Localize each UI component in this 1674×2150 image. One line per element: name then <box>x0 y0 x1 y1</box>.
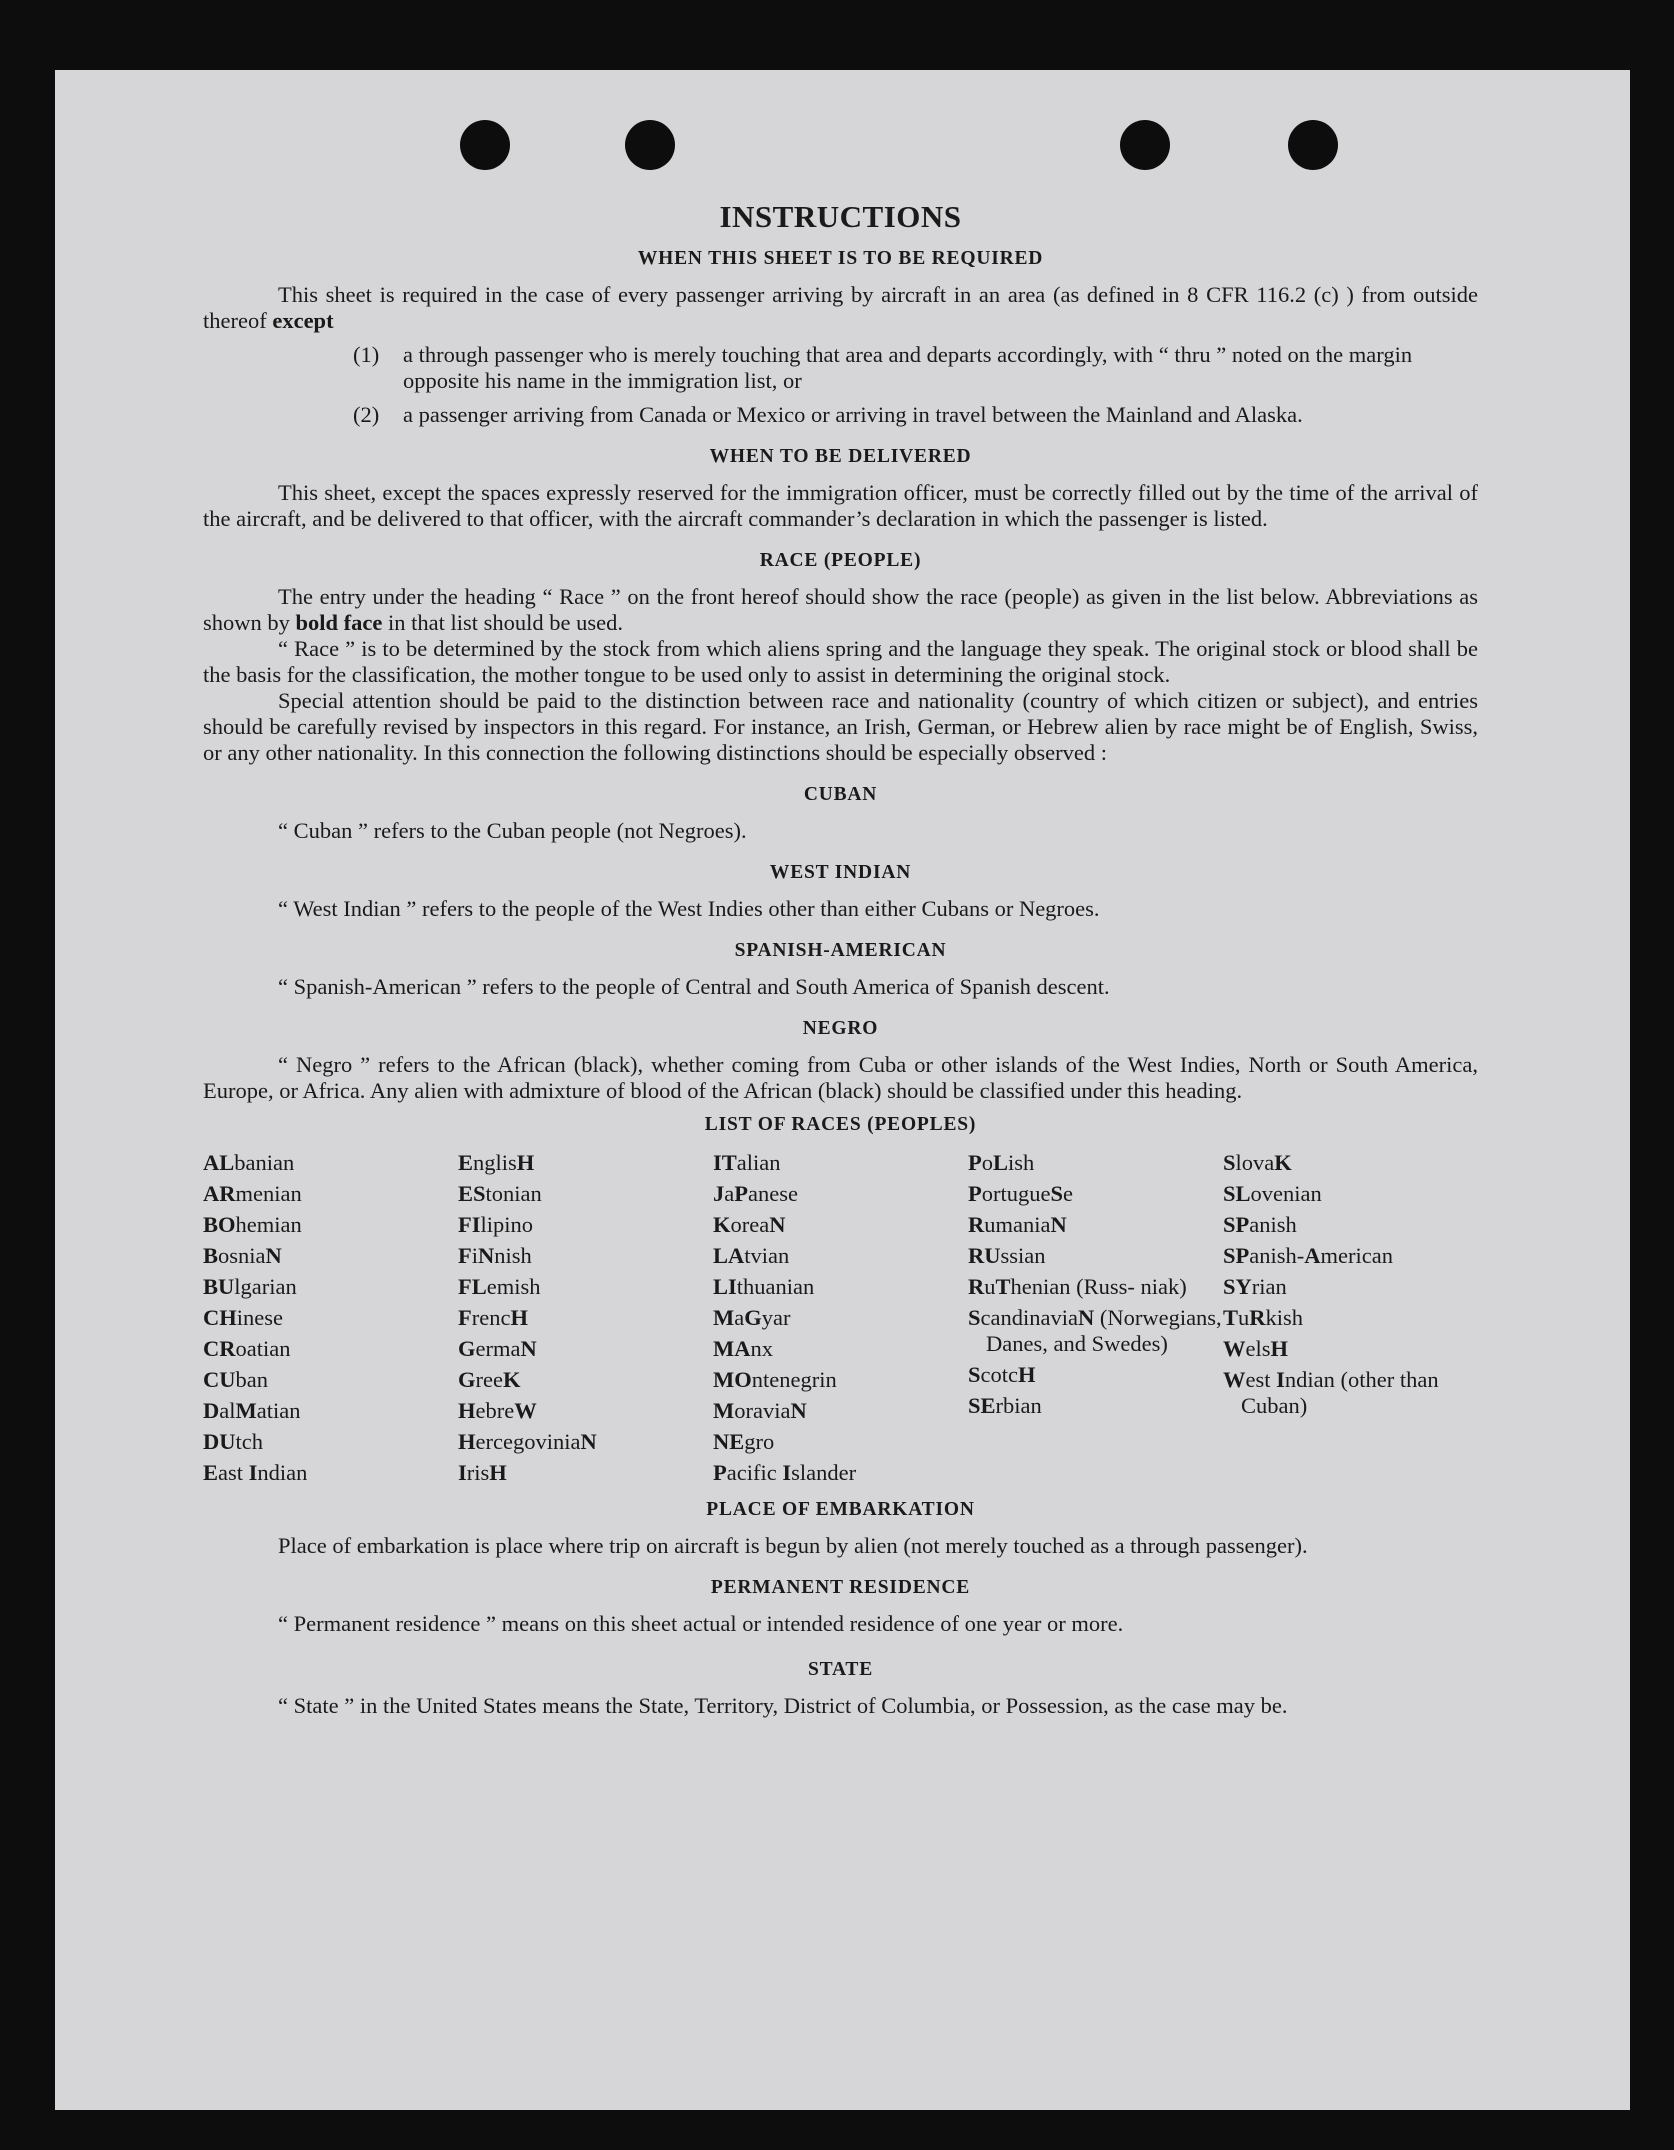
race-entry: SYrian <box>1223 1274 1287 1299</box>
punch-hole <box>625 120 675 170</box>
race-entry: CHinese <box>203 1305 283 1330</box>
paragraph: “ Race ” is to be determined by the stock from which aliens spring and the language they speak. The original stock or blood shall be the basis for the classification, the mother tongue to be used only to assist in determining the original stock. <box>203 636 1478 687</box>
race-entry: FiNnish <box>458 1243 532 1268</box>
paragraph: Place of embarkation is place where trip on aircraft is begun by alien (not merely touched as a through passenger). <box>278 1533 1308 1558</box>
race-entry: BOhemian <box>203 1212 302 1237</box>
paragraph: “ Cuban ” refers to the Cuban people (not Negroes). <box>278 818 747 843</box>
race-entry: DUtch <box>203 1429 263 1454</box>
section-heading: WEST INDIAN <box>769 862 912 883</box>
race-entry: EStonian <box>458 1181 542 1206</box>
race-entry: ALbanian <box>203 1150 295 1175</box>
section-heading: PLACE OF EMBARKATION <box>706 1499 975 1520</box>
race-entry: RuThenian (Russ- niak) <box>968 1274 1187 1299</box>
race-entry: Pacific Islander <box>713 1460 857 1485</box>
paragraph: “ State ” in the United States means the State, Territory, District of Columbia, or Possession, as the case may be. <box>278 1693 1288 1718</box>
race-entry: FrencH <box>458 1305 528 1330</box>
section-heading: WHEN THIS SHEET IS TO BE REQUIRED <box>637 248 1044 269</box>
race-entry: DalMatian <box>203 1398 301 1423</box>
section-heading: PERMANENT RESIDENCE <box>710 1577 971 1598</box>
race-entry: KoreaN <box>713 1212 786 1237</box>
race-entry: PoLish <box>968 1150 1035 1175</box>
race-entry: East Indian <box>203 1460 308 1485</box>
race-entry: GreeK <box>458 1367 521 1392</box>
race-entry: SLovenian <box>1223 1181 1322 1206</box>
race-entry: SlovaK <box>1223 1150 1292 1175</box>
race-entry: RUssian <box>968 1243 1046 1268</box>
race-entry: MaGyar <box>713 1305 791 1330</box>
section-heading: LIST OF RACES (PEOPLES) <box>704 1114 977 1135</box>
race-entry: TuRkish <box>1223 1305 1304 1330</box>
section-heading: STATE <box>807 1659 874 1680</box>
section-heading: CUBAN <box>803 784 878 805</box>
races-column <box>713 1150 968 1491</box>
page-title: INSTRUCTIONS <box>719 199 962 234</box>
race-entry: EnglisH <box>458 1150 535 1175</box>
race-entry: LAtvian <box>713 1243 790 1268</box>
race-entry: ARmenian <box>203 1181 302 1206</box>
race-entry: BUlgarian <box>203 1274 297 1299</box>
race-entry: SPanish-American <box>1223 1243 1393 1268</box>
race-entry: ScandinaviaN (Norwegians, Danes, and Swedes) <box>968 1305 1222 1356</box>
instructions-content <box>203 190 1478 1719</box>
race-entry: FIlipino <box>458 1212 534 1237</box>
races-column <box>458 1150 713 1491</box>
section-heading: RACE (PEOPLE) <box>759 550 922 571</box>
paragraph: “ Permanent residence ” means on this sheet actual or intended residence of one year or more. <box>278 1611 1124 1636</box>
paragraph: The entry under the heading “ Race ” on the front hereof should show the race (people) as given in the list below. Abbreviations as shown by bold face in that list should be used. <box>203 584 1478 635</box>
paragraph: This sheet, except the spaces expressly reserved for the immigration officer, must be correctly filled out by the time of the arrival of the aircraft, and be delivered to that officer, with the aircraft commander’s declaration in which the passenger is listed. <box>203 480 1478 531</box>
paragraph: “ Spanish-American ” refers to the people of Central and South America of Spanish descent. <box>278 974 1110 999</box>
race-entry: CUban <box>203 1367 268 1392</box>
race-entry: HercegoviniaN <box>458 1429 597 1454</box>
race-entry: SErbian <box>968 1393 1042 1418</box>
punch-hole <box>460 120 510 170</box>
race-entry: NEgro <box>713 1429 775 1454</box>
race-entry: PortugueSe <box>968 1181 1073 1206</box>
race-entry: IrisH <box>458 1460 507 1485</box>
paragraph: Special attention should be paid to the distinction between race and nationality (country of which citizen or subject), and entries should be carefully revised by inspectors in this regard. For instance, an Irish, German, or Hebrew alien by race might be of English, Swiss, or any other nationality. In this connection the following distinctions should be especially observed : <box>203 688 1478 765</box>
paragraph: This sheet is required in the case of every passenger arriving by aircraft in an area (as defined in 8 CFR 116.2 (c) ) from outside thereof except <box>203 282 1478 333</box>
race-entry: ScotcH <box>968 1362 1036 1387</box>
race-entry: BosniaN <box>203 1243 282 1268</box>
races-column <box>1223 1150 1478 1491</box>
race-entry: JaPanese <box>713 1181 798 1206</box>
list-item: (1) a through passenger who is merely touching that area and departs accordingly, with “ thru ” noted on the margin opposite his name in the immigration list, or <box>353 342 1413 393</box>
punch-hole <box>1288 120 1338 170</box>
races-list <box>203 1150 1478 1491</box>
race-entry: MAnx <box>713 1336 773 1361</box>
paragraph: “ West Indian ” refers to the people of the West Indies other than either Cubans or Negroes. <box>278 896 1100 921</box>
punch-hole <box>1120 120 1170 170</box>
race-entry: West Indian (other than Cuban) <box>1223 1367 1439 1418</box>
races-column <box>968 1150 1223 1491</box>
race-entry: FLemish <box>458 1274 541 1299</box>
race-entry: GermaN <box>458 1336 537 1361</box>
race-entry: LIthuanian <box>713 1274 815 1299</box>
race-entry: MOntenegrin <box>713 1367 837 1392</box>
section-heading: WHEN TO BE DELIVERED <box>709 446 972 467</box>
section-heading: NEGRO <box>802 1018 879 1039</box>
race-entry: HebreW <box>458 1398 537 1423</box>
race-entry: CRoatian <box>203 1336 291 1361</box>
section-heading: SPANISH-AMERICAN <box>734 940 947 961</box>
race-entry: SPanish <box>1223 1212 1297 1237</box>
paragraph: “ Negro ” refers to the African (black), whether coming from Cuba or other islands of the West Indies, North or South America, Europe, or Africa. Any alien with admixture of blood of the African (black) should be classified under this heading. <box>203 1052 1478 1103</box>
race-entry: ITalian <box>713 1150 781 1175</box>
race-entry: RumaniaN <box>968 1212 1067 1237</box>
list-item: (2) a passenger arriving from Canada or Mexico or arriving in travel between the Mainland and Alaska. <box>353 402 1303 427</box>
race-entry: MoraviaN <box>713 1398 807 1423</box>
race-entry: WelsH <box>1223 1336 1289 1361</box>
races-column <box>203 1150 458 1491</box>
